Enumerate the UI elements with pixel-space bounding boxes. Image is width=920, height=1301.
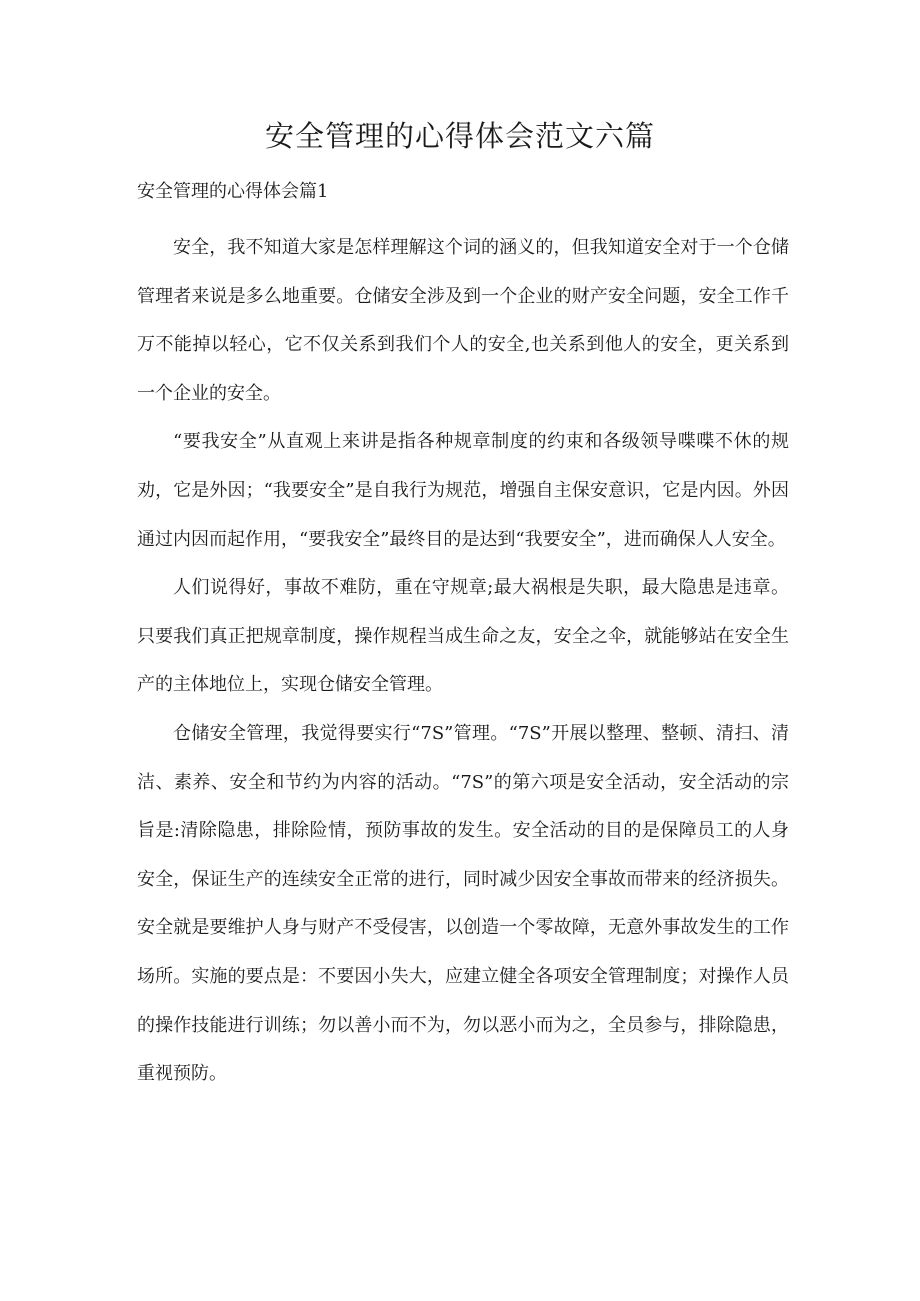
- section-heading: 安全管理的心得体会篇1: [137, 181, 329, 202]
- paragraph-1: 安全，我不知道大家是怎样理解这个词的涵义的，但我知道安全对于一个仓储管理者来说是多么地重要。仓储安全涉及到一个企业的财产安全问题，安全工作千万不能掉以轻心，它不仅关系到我们个人的安全,也关系到他人的安全，更关系到一个企业的安全。: [137, 237, 789, 404]
- document-body: [137, 224, 789, 1099]
- paragraph-3: 人们说得好，事故不难防，重在守规章;最大祸根是失职，最大隐患是违章。只要我们真正把规章制度，操作规程当成生命之友，安全之伞，就能够站在安全生产的主体地位上，实现仓储安全管理。: [137, 577, 789, 696]
- paragraph-4: 仓储安全管理，我觉得要实行“7S”管理。“7S”开展以整理、整顿、清扫、清洁、素养、安全和节约为内容的活动。“7S”的第六项是安全活动，安全活动的宗旨是:清除隐患，排除险情，预防事故的发生。安全活动的目的是保障员工的人身安全，保证生产的连续安全正常的进行，同时减少因安全事故而带来的经济损失。安全就是要维护人身与财产不受侵害，以创造一个零故障，无意外事故发生的工作场所。实施的要点是：不要因小失大，应建立健全各项安全管理制度；对操作人员的操作技能进行训练；勿以善小而不为，勿以恶小而为之，全员参与，排除隐患，重视预防。: [137, 722, 789, 1085]
- paragraph-2: “要我安全”从直观上来讲是指各种规章制度的约束和各级领导喋喋不休的规劝，它是外因；“我要安全”是自我行为规范，增强自主保安意识，它是内因。外因通过内因而起作用，“要我安全”最终目的是达到“我要安全”，进而确保人人安全。: [137, 431, 789, 550]
- document-title: 安全管理的心得体会范文六篇: [264, 119, 655, 153]
